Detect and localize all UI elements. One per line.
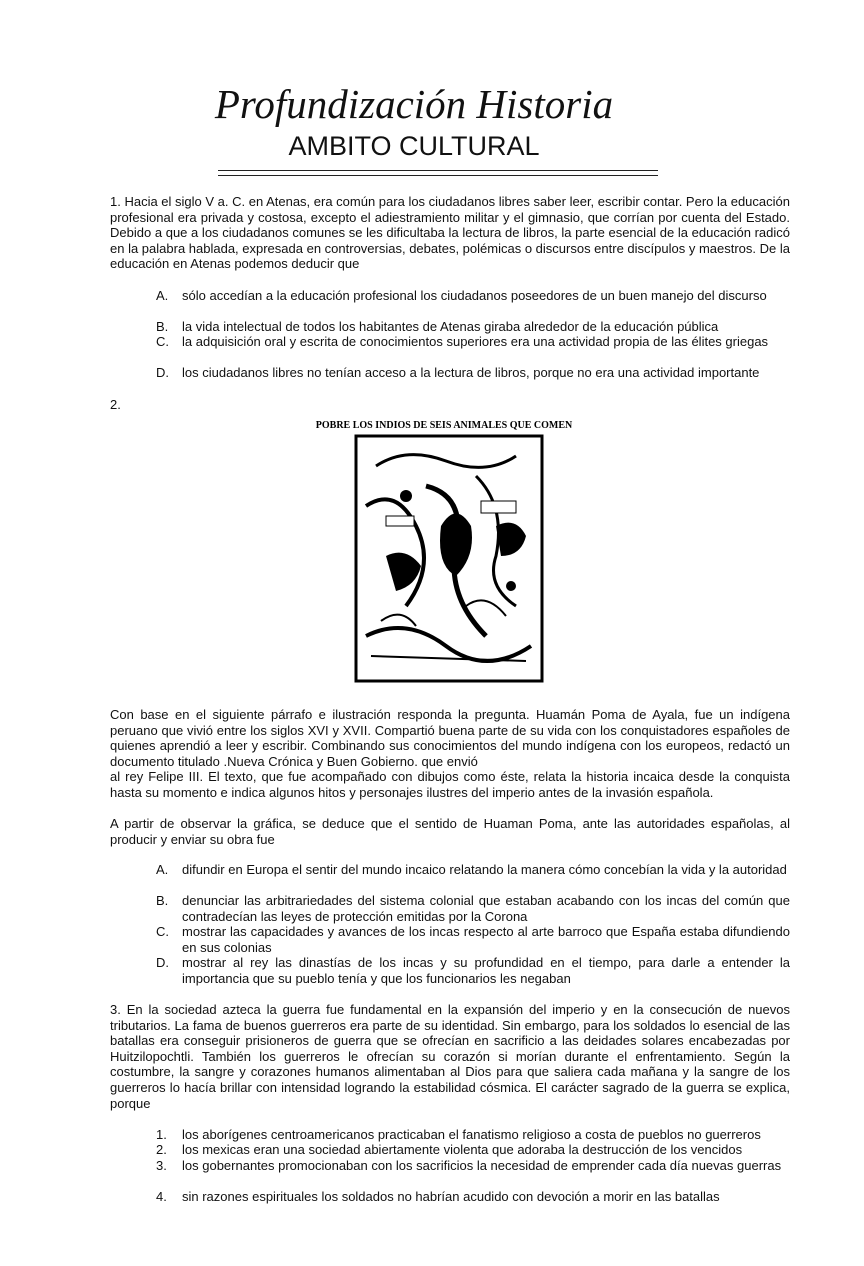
option-label: A.: [156, 862, 169, 877]
option-label: 2.: [156, 1142, 167, 1157]
option-text: los ciudadanos libres no tenían acceso a la lectura de libros, porque no era una actividad importante: [182, 365, 760, 380]
option-text: la adquisición oral y escrita de conocimientos superiores era una actividad propia de las élites griegas: [182, 334, 769, 349]
option-label: D.: [156, 365, 169, 380]
question-2-text: A partir de observar la gráfica, se deduce que el sentido de Huaman Poma, ante las autoridades españolas, al producir y enviar su obra fue: [110, 816, 790, 847]
title-rule-bottom: [218, 175, 658, 176]
option-text: mostrar al rey las dinastías de los incas y su profundidad en el tiempo, para darle a entender la importancia que su pueblo tenía y que los funcionarios les negaban: [182, 955, 790, 986]
option-label: 3.: [156, 1158, 167, 1173]
option-text: los aborígenes centroamericanos practicaban el fanatismo religioso a costa de pueblos no guerreros: [182, 1127, 761, 1142]
option-label: D.: [156, 955, 169, 970]
question-1-text: 1. Hacia el siglo V a. C. en Atenas, era común para los ciudadanos libres saber leer, escribir contar. Pero la educación profesional era privada y costosa, excepto el adiestramiento militar y el gimnasio, que corrían por cuenta del Estado. Debido a que a los ciudadanos comunes se les dificultaba la lectura de libros, la parte esencial de la educación radicó en la palabra hablada, expresada en controversias, debates, polémicas o discursos entre discípulos y maestros. De la educación en Atenas podemos deducir que: [110, 194, 790, 272]
option-label: B.: [156, 893, 169, 908]
option-text: difundir en Europa el sentir del mundo incaico relatando la manera cómo concebían la vida y la autoridad: [182, 862, 787, 877]
option-label: 1.: [156, 1127, 167, 1142]
illustration-heading: POBRE LOS INDIOS DE SEIS ANIMALES QUE COMEN: [315, 420, 573, 431]
option-text: los mexicas eran una sociedad abiertamente violenta que adoraba la destrucción de los vencidos: [182, 1142, 743, 1157]
page-subtitle: AMBITO CULTURAL: [288, 131, 540, 161]
page-title: Profundización Historia: [214, 81, 614, 127]
option-text: sin razones espirituales los soldados no habrían acudido con devoción a morir en las batallas: [182, 1189, 720, 1204]
option-label: C.: [156, 334, 169, 349]
guaman-poma-illustration: [315, 406, 573, 696]
option-label: A.: [156, 288, 169, 303]
question-3-text: 3. En la sociedad azteca la guerra fue fundamental en la expansión del imperio y en la consecución de nuevos tributarios. La fama de buenos guerreros era parte de su identidad. Sin embargo, para los soldados lo esencial de las batallas era conseguir prisioneros de guerra que se ofrecían en sacrificio a las deidades solares encabezadas por Huitzilopochtli. También los guerreros le ofrecían su corazón si morían durante el enfrentamiento. Según la costumbre, la sangre y corazones humanos alimentaban al Dios para que saliera cada mañana y la sangre de los guerreros lo hacía brillar con intensidad logrando la estabilidad cósmica. El carácter sagrado de la guerra se explica, porque: [110, 1002, 790, 1111]
option-label: B.: [156, 319, 169, 334]
option-text: sólo accedían a la educación profesional los ciudadanos poseedores de un buen manejo del discurso: [182, 288, 767, 303]
title-rule-top: [218, 170, 658, 171]
option-label: C.: [156, 924, 169, 939]
context-line-1: Con base en el siguiente párrafo e ilustración responda la pregunta. Huamán Poma de Ayala, fue un indígena peruano que vivió entre los siglos XVI y XVII. Compartió buena parte de su vida con los conquistadores españoles de quienes aprendió a leer y escribir. Combinando sus conocimientos del mundo indígena con los europeos, redactó un documento titulado .Nueva Crónica y Buen Gobierno. que envió: [110, 707, 790, 769]
option-text: los gobernantes promocionaban con los sacrificios la necesidad de emprender cada día nuevas guerras: [182, 1158, 782, 1173]
option-label: 4.: [156, 1189, 167, 1204]
option-text: mostrar las capacidades y avances de los incas respecto al arte barroco que España estaba difundiendo en sus colonias: [182, 924, 790, 955]
question-2-number: 2.: [110, 397, 121, 412]
illustration-heading-text: [316, 420, 573, 431]
context-line-2: al rey Felipe III. El texto, que fue acompañado con dibujos como éste, relata la historia incaica desde la conquista hasta su momento e indica algunos hitos y personajes ilustres del imperio antes de la invasión española.: [110, 769, 790, 800]
option-text: denunciar las arbitrariedades del sistema colonial que estaban acabando con los incas del común que contradecían las leyes de protección emitidas por la Corona: [182, 893, 790, 924]
option-text: la vida intelectual de todos los habitantes de Atenas giraba alrededor de la educación pública: [182, 319, 719, 334]
